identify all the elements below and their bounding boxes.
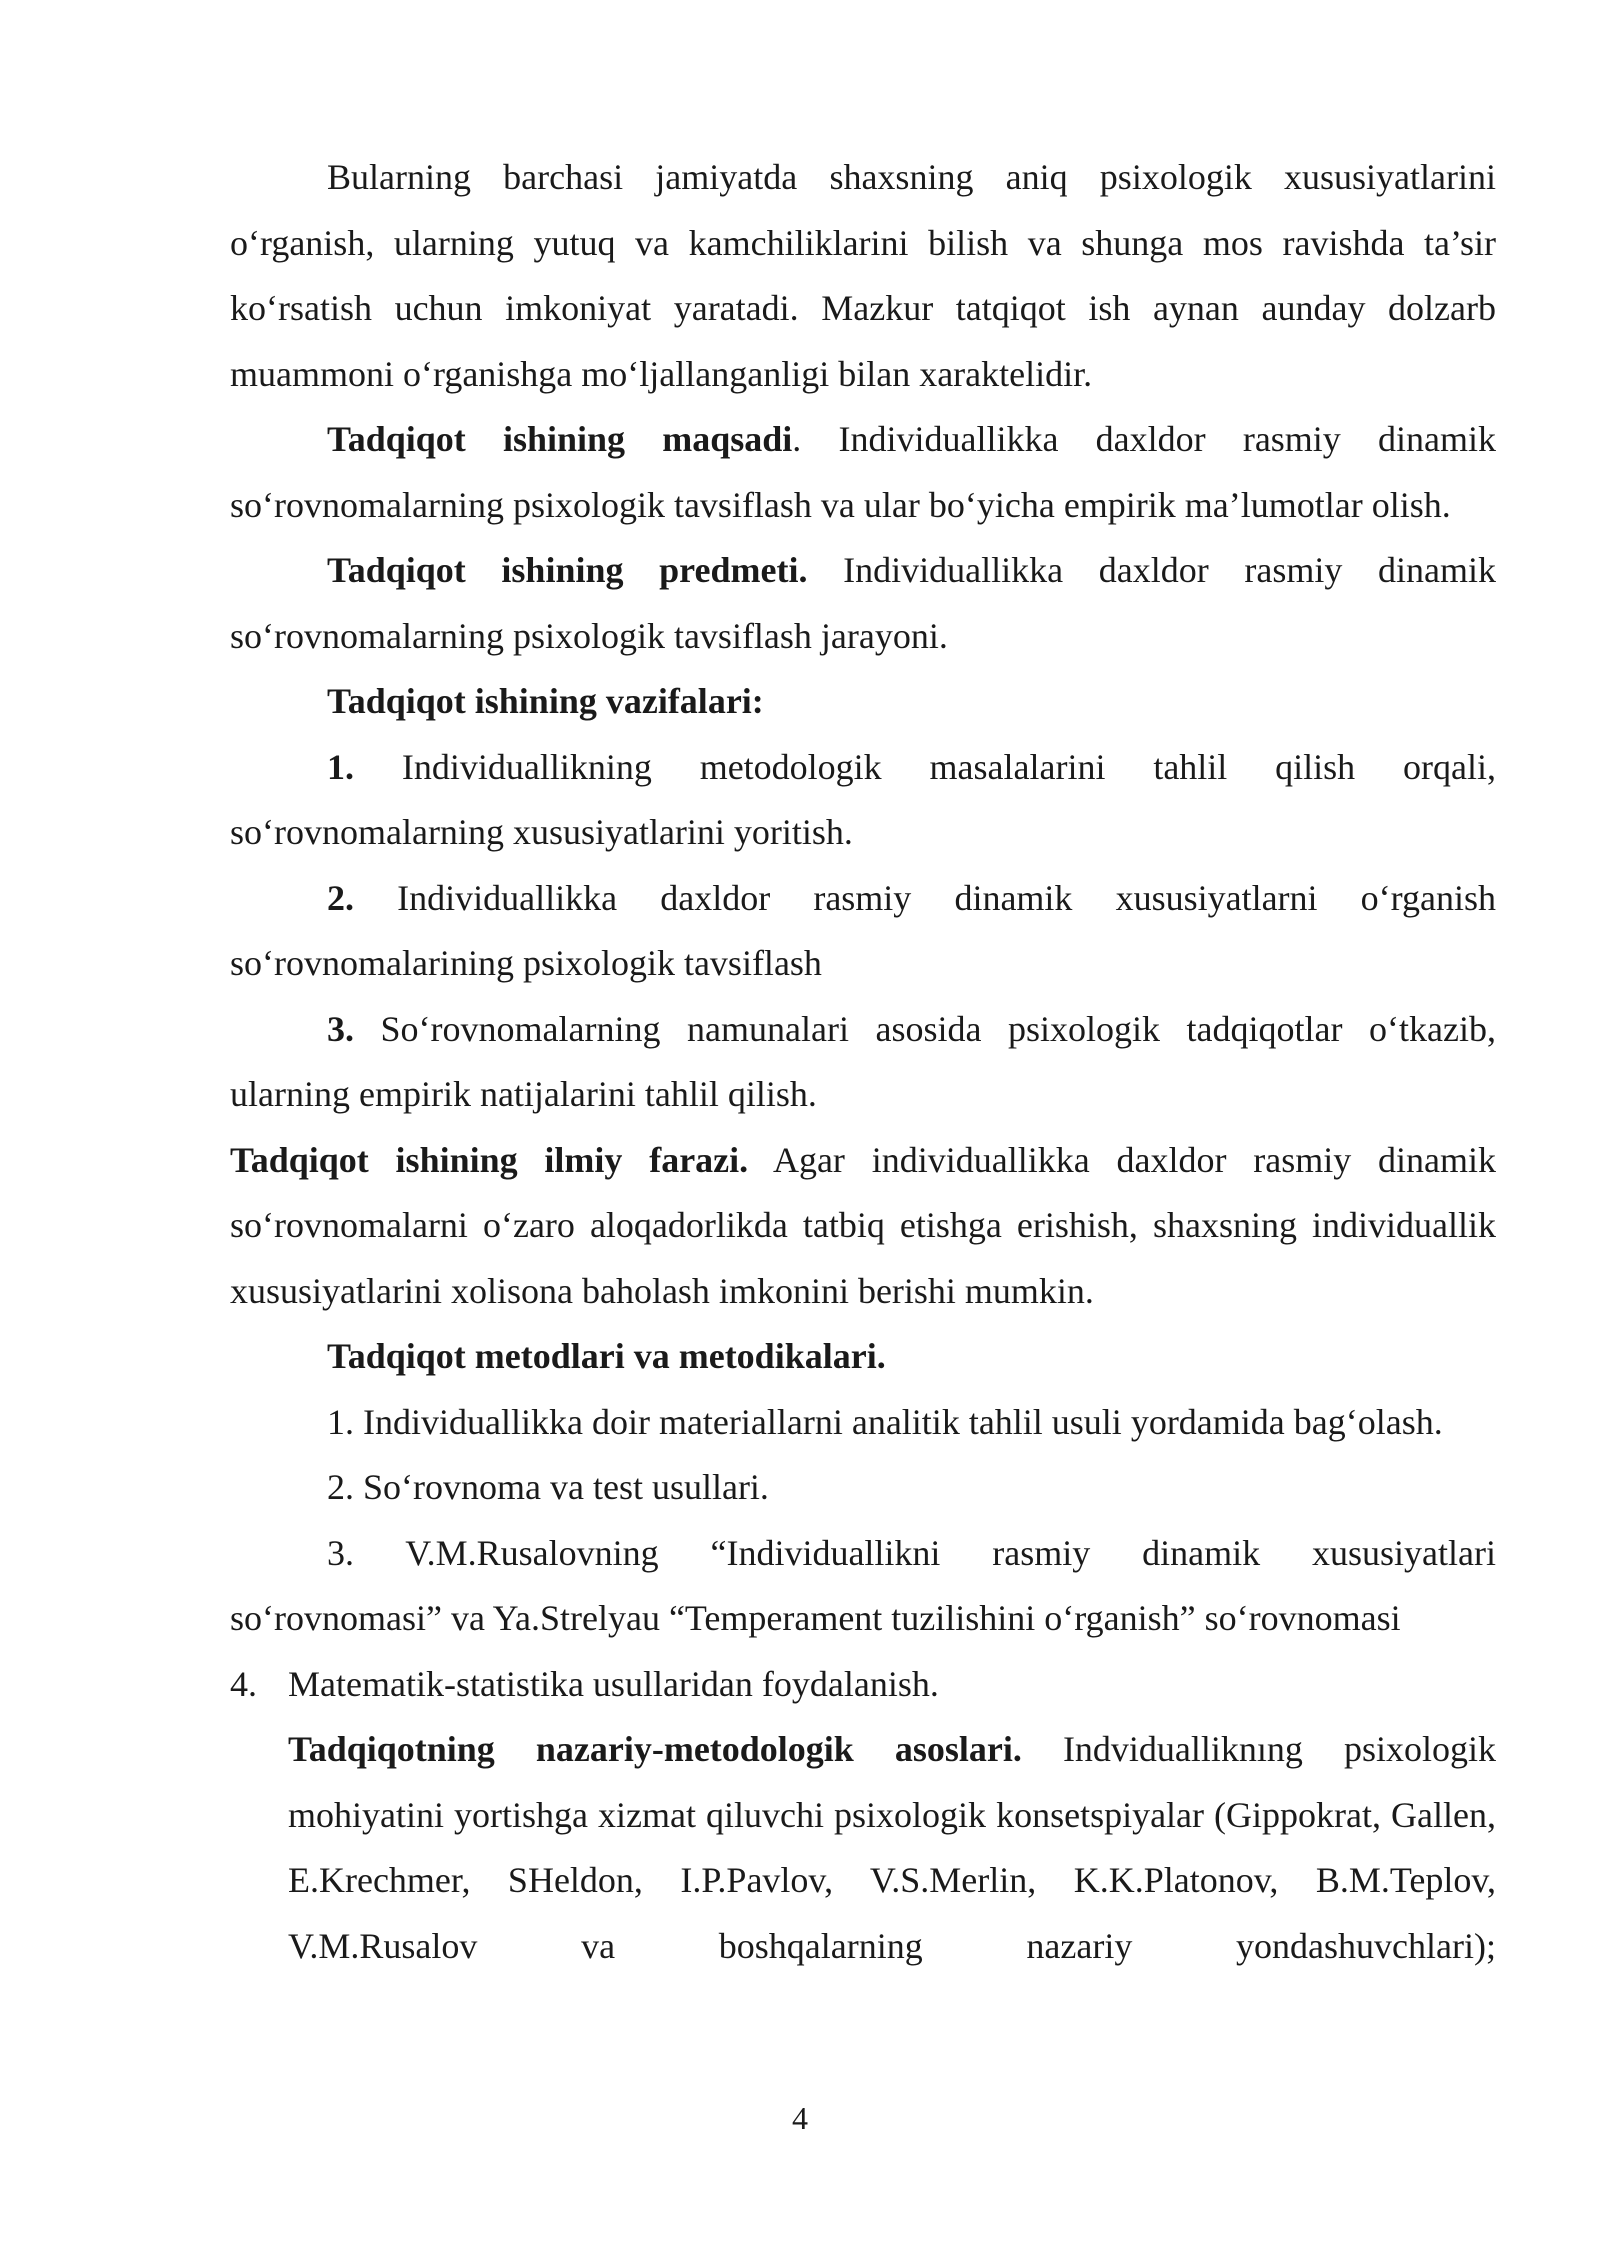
hypothesis-heading: Tadqiqot ishining ilmiy farazi.	[230, 1139, 749, 1180]
subject-text: Individuallikka daxldor rasmiy dinamik so‘rovnomalarning psixologik tavsiflash jarayoni.	[230, 550, 1496, 656]
goal-heading: Tadqiqot ishining maqsadi	[327, 419, 793, 459]
basis-paragraph	[288, 1717, 1496, 1979]
method-4-number: 4.	[230, 1663, 257, 1704]
method-3: 3. V.M.Rusalovning “Individuallikni rasmiy dinamik xususiyatlari so‘rovnomasi” va Ya.Strelyau “Temperament tuzilishini o‘rganish” so‘rovnomasi	[230, 1532, 1496, 1638]
task-2	[230, 866, 1496, 997]
intro-paragraph: Bularning barchasi jamiyatda shaxsning aniq psixologik xususiyatlarini o‘rganish, ularning yutuq va kamchiliklarini bilish va shunga mos ravishda ta’sir ko‘rsatish uchun imkoniyat yaratadi. Mazkur tatqiqot ish aynan aunday dolzarb muammoni o‘rganishga mo‘ljallanganligi bilan xaraktelidir.	[230, 157, 1496, 394]
task-1-number: 1.	[327, 746, 354, 787]
tasks-heading: Tadqiqot ishining vazifalari:	[327, 681, 764, 721]
methods-heading: Tadqiqot metodlari va metodikalari.	[327, 1336, 886, 1376]
task-2-text: Individuallikka daxldor rasmiy dinamik xususiyatlarni o‘rganish so‘rovnomalarining psixologik tavsiflash	[230, 877, 1496, 983]
task-3-number: 3.	[327, 1008, 354, 1049]
basis-heading: Tadqiqotning nazariy-metodologik asoslari.	[288, 1729, 1022, 1769]
task-3-text: So‘rovnomalarning namunalari asosida psixologik tadqiqotlar o‘tkazib, ularning empirik natijalarini tahlil qilish.	[230, 1008, 1496, 1114]
basis-text: Indvidualliknıng psixologik mohiyatini yortishga xizmat qiluvchi psixologik konsetspiyalar (Gippokrat, Gallen, E.Krechmer, SHeldon, I.P.Pavlov, V.S.Merlin, K.K.Platonov, B.M.Teplov, V.M.Rusalov va boshqalarning nazariy yondashuvchlari);	[288, 1729, 1496, 1966]
subject-paragraph	[230, 538, 1496, 669]
subject-heading: Tadqiqot ishining predmeti.	[327, 550, 808, 590]
hypothesis-text: Agar individuallikka daxldor rasmiy dinamik so‘rovnomalarni o‘zaro aloqadorlikda tatbiq etishga erishish, shaxsning individuallik xususiyatlarini xolisona baholash imkonini berishi mumkin.	[230, 1139, 1496, 1311]
method-2: 2. So‘rovnoma va test usullari.	[327, 1467, 769, 1507]
goal-text: Individuallikka daxldor rasmiy dinamik so‘rovnomalarning psixologik tavsiflash va ular bo‘yicha empirik ma’lumotlar olish.	[230, 419, 1496, 525]
method-4-text: Matematik-statistika usullaridan foydalanish.	[288, 1663, 939, 1704]
goal-heading-punct: .	[792, 419, 802, 459]
method-4	[230, 1652, 1496, 1718]
task-3	[230, 997, 1496, 1128]
page-number: 4	[792, 2100, 808, 2136]
task-1-text: Individuallikning metodologik masalalarini tahlil qilish orqali, so‘rovnomalarning xususiyatlarini yoritish.	[230, 746, 1496, 852]
document-page	[230, 145, 1496, 1979]
method-1: 1. Individuallikka doir materiallarni analitik tahlil usuli yordamida bag‘olash.	[327, 1401, 1443, 1442]
task-2-number: 2.	[327, 877, 354, 918]
task-1	[230, 735, 1496, 866]
goal-paragraph	[230, 407, 1496, 538]
hypothesis-paragraph	[230, 1128, 1496, 1325]
